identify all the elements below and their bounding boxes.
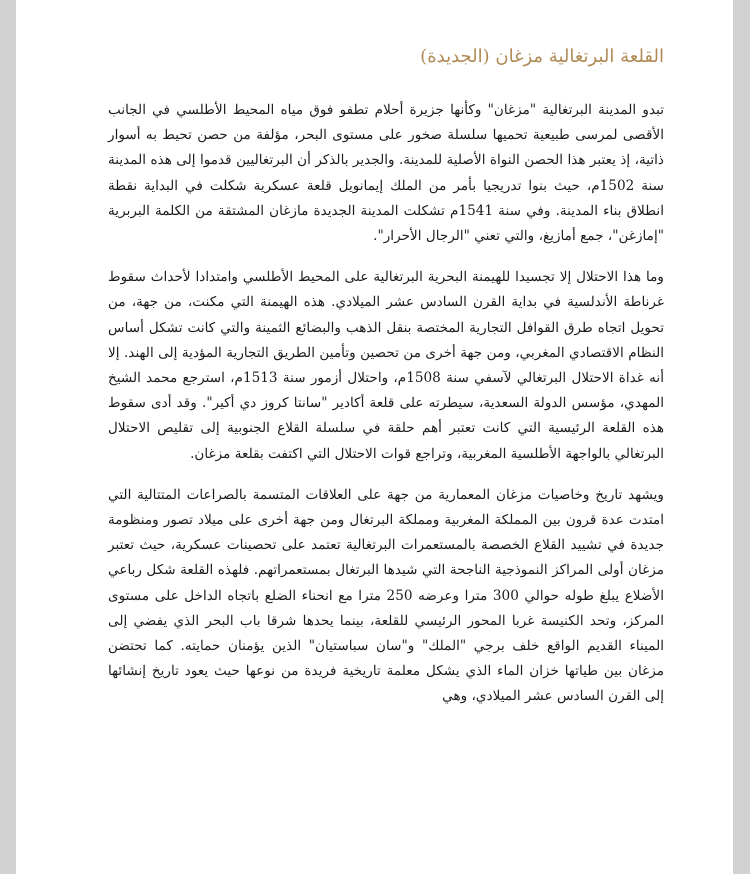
document-content bbox=[108, 42, 664, 726]
document-title: القلعة البرتغالية مزغان (الجديدة) bbox=[420, 46, 664, 67]
paragraph-1: تبدو المدينة البرتغالية "مزغان" وكأنها جزيرة أحلام تطفو فوق مياه المحيط الأطلسي في الجانب الأقصى لمرسى طبيعية تحميها سلسلة صخور على مستوى البحر، مؤلفة من حصن تحيط به أسوار ذاتية، إذ يعتبر هذا الحصن النواة الأصلية للمدينة. والجدير بالذكر أن البرتغاليين قدموا إلى هذه المدينة سنة 1502م، حيث بنوا تدريجيا بأمر من الملك إيمانويل قلعة عسكرية شكلت في البداية نقطة انطلاق بناء المدينة. وفي سنة 1541م تشكلت المدينة الجديدة مازغان المشتقة من الكلمة البربرية "إمازغن"، جمع أمازيغ، والتي تعني "الرجال الأحرار". bbox=[108, 102, 665, 245]
document-page bbox=[16, 0, 733, 874]
paragraph-3: ويشهد تاريخ وخاصيات مزغان المعمارية من جهة على العلاقات المتسمة بالصراعات المتتالية التي امتدت عدة قرون بين المملكة المغربية ومملكة البرتغال ومن جهة أخرى على ميلاد تصور ومنظومة جديدة في تشييد القلاع الخصصة بالمستعمرات البرتغالية تعتمد على تحصينات عسكرية، حيث تعتبر مزغان أولى المراكز النموذجية الناجحة التي شيدها البرتغال بمستعمراتهم. فلهذه القلعة شكل رباعي الأضلاع يبلغ طوله حوالي 300 مترا وعرضه 250 مترا مع انحناء الضلع باتجاه الداخل على مستوى المركز، وتحد الكنيسة غربا المحور الرئيسي للقلعة، بينما يحدها شرقا باب البحر الذي يفضي إلى الميناء القديم الواقع خلف برجي "الملك" و"سان سباستيان" الذين يؤمنان حمايته. كما تحتضن مزغان بين طياتها خزان الماء الذي يشكل معلمة تاريخية فريدة من نوعها حيث يعود تاريخ إنشائها إلى القرن السادس عشر الميلادي، وهي bbox=[108, 486, 664, 705]
paragraph-2: وما هذا الاحتلال إلا تجسيدا للهيمنة البحرية البرتغالية على المحيط الأطلسي وامتدادا لأحداث سقوط غرناطة الأندلسية في بداية القرن السادس عشر الميلادي. هذه الهيمنة التي مكنت، من جهة، من تحويل اتجاه طرق القوافل التجارية المختصة بنقل الذهب والبضائع الثمينة والتي كانت تشكل أساس النظام الاقتصادي المغربي، ومن جهة أخرى من تحصين وتأمين الطريق التجارية المؤدية إلى الهند. إلا أنه غداة الاحتلال البرتغالي لآسفي سنة 1508م، واحتلال أزمور سنة 1513م، استرجع محمد الشيخ المهدي، مؤسس الدولة السعدية، سيطرته على قلعة أكادير "سانتا كروز دي أكير". وقد أدى سقوط هذه القلعة الرئيسية التي كانت تعتبر أهم حلقة في سلسلة القلاع الجنوبية إلى تقليص الاحتلال البرتغالي بالواجهة الأطلسية المغربية، وتراجع قوات الاحتلال التي اكتفت بقلعة مزغان. bbox=[108, 269, 664, 462]
